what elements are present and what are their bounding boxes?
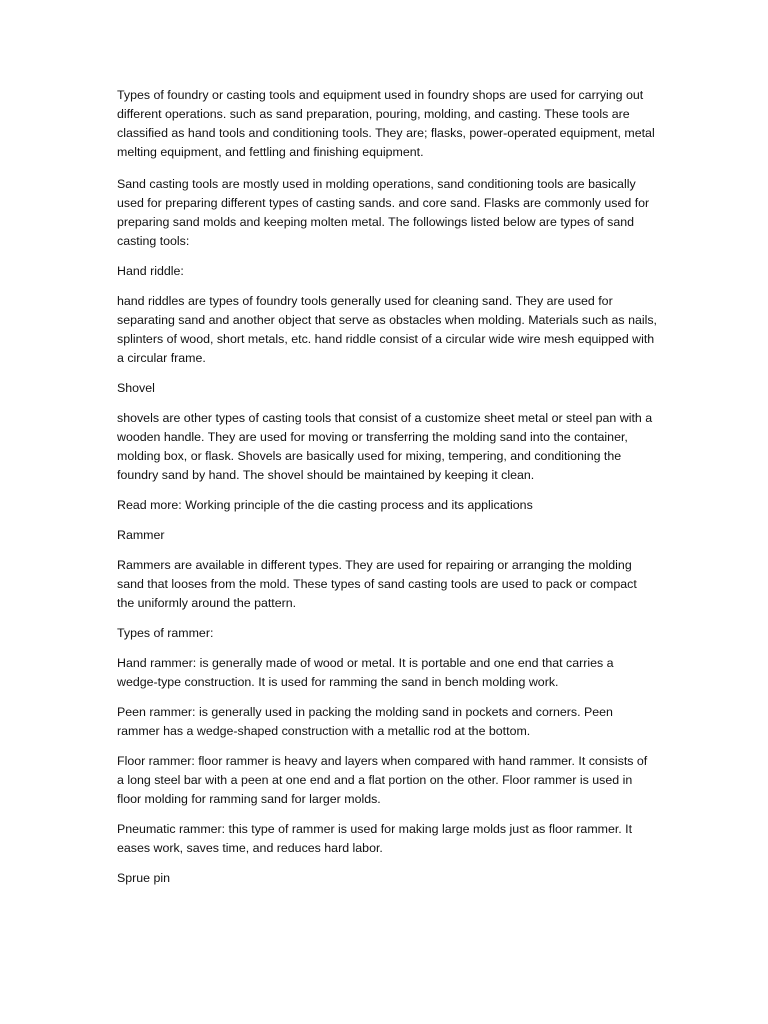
shovel-heading: Shovel — [117, 381, 155, 395]
rammer-heading: Rammer — [117, 528, 165, 542]
rammer-paragraph: Rammers are available in different types. They are used for repairing or arranging the molding sand that looses from the mold. These types of sand casting tools are used to pack or compact the uniformly around the pattern. — [117, 558, 637, 610]
read-more-line: Read more: Working principle of the die casting process and its applications — [117, 498, 533, 512]
hand-riddle-paragraph: hand riddles are types of foundry tools generally used for cleaning sand. They are used for separating sand and another object that serve as obstacles when molding. Materials such as nails, splinters of wood, short metals, etc. hand riddle consist of a circular wide wire mesh equipped with a circular frame. — [117, 294, 657, 365]
document-body — [117, 86, 657, 888]
types-of-rammer-heading: Types of rammer: — [117, 626, 214, 640]
hand-rammer-paragraph: Hand rammer: is generally made of wood or metal. It is portable and one end that carries a wedge-type construction. It is used for ramming the sand in bench molding work. — [117, 656, 614, 689]
sprue-pin-heading: Sprue pin — [117, 871, 171, 885]
intro-paragraph-1: Types of foundry or casting tools and equipment used in foundry shops are used for carrying out different operations. such as sand preparation, pouring, molding, and casting. These tools are classified as hand tools and conditioning tools. They are; flasks, power-operated equipment, metal melting equipment, and fettling and finishing equipment. — [117, 88, 655, 159]
pneumatic-rammer-paragraph: Pneumatic rammer: this type of rammer is used for making large molds just as floor rammer. It eases work, saves time, and reduces hard labor. — [117, 822, 633, 855]
shovel-paragraph: shovels are other types of casting tools that consist of a customize sheet metal or steel pan with a wooden handle. They are used for moving or transferring the molding sand into the container, molding box, or flask. Shovels are basically used for mixing, tempering, and conditioning the foundry sand by hand. The shovel should be maintained by keeping it clean. — [117, 411, 653, 482]
floor-rammer-paragraph: Floor rammer: floor rammer is heavy and layers when compared with hand rammer. It consists of a long steel bar with a peen at one end and a flat portion on the other. Floor rammer is used in floor molding for ramming sand for larger molds. — [117, 754, 648, 806]
hand-riddle-heading: Hand riddle: — [117, 264, 184, 278]
peen-rammer-paragraph: Peen rammer: is generally used in packing the molding sand in pockets and corners. Peen rammer has a wedge-shaped construction with a metallic rod at the bottom. — [117, 705, 613, 738]
intro-paragraph-2: Sand casting tools are mostly used in molding operations, sand conditioning tools are basically used for preparing different types of casting sands. and core sand. Flasks are commonly used for preparing sand molds and keeping molten metal. The followings listed below are types of sand casting tools: — [117, 177, 650, 248]
